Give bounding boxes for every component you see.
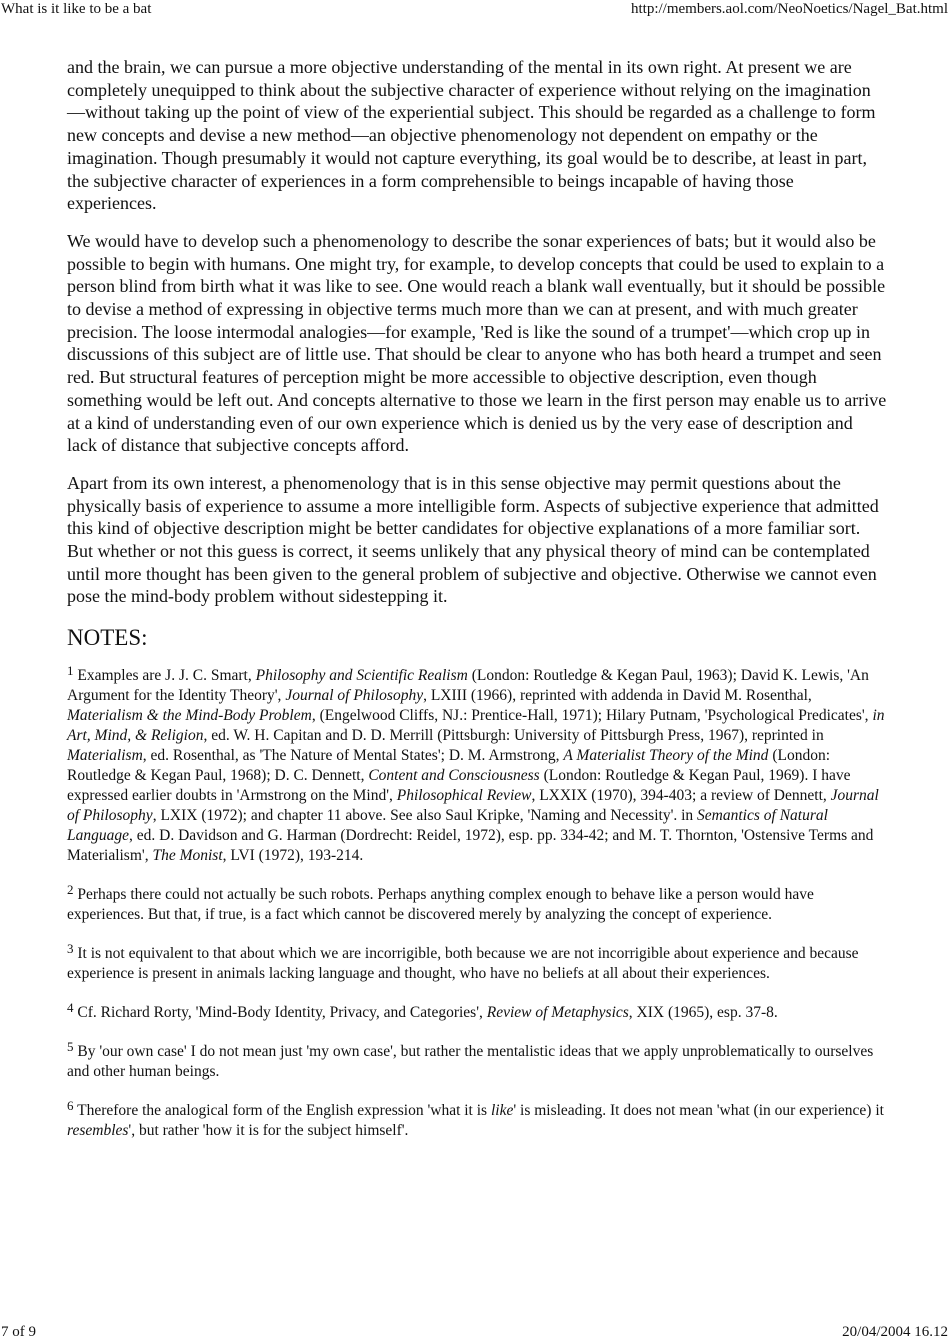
italic-title: Review of Metaphysics	[486, 1004, 629, 1022]
footnote-segment: Perhaps there could not actually be such robots. Perhaps anything complex enough to behave like a person would have experiences. But that, if true, is a fact which cannot be discovered merely by analyzing the concept of experience.	[67, 886, 814, 924]
italic-title: Semantics of Natural Language	[67, 807, 828, 845]
page-title: What is it like to be a bat	[1, 1, 152, 17]
footnote	[67, 1000, 887, 1023]
italic-title: Journal of Philosophy	[67, 787, 879, 825]
footnote	[67, 663, 887, 866]
notes-heading: NOTES:	[67, 625, 148, 651]
footnote-text	[67, 886, 814, 923]
italic-title: Journal of Philosophy	[285, 687, 424, 705]
body-paragraph: Apart from its own interest, a phenomenology that is in this sense objective may permit questions about the physically basis of experience to assume a more intelligible form. Aspects of subjective experience that admitted this kind of objective description might be better candidates for objective explanations of a more familiar sort. But whether or not this guess is correct, it seems unlikely that any physical theory of mind can be contemplated until more thought has been given to the general problem of subjective and objective. Otherwise we cannot even pose the mind-body problem without sidestepping it.	[67, 472, 879, 607]
notes-list	[67, 663, 887, 1141]
footnote-segment: , LXIII (1966), reprinted with addenda in David M. Rosenthal,	[423, 687, 812, 705]
footnote-segment: It is not equivalent to that about which we are incorrigible, both because we are not incorrigible about experience and because experience is present in animals lacking language and thought, who have no beliefs at all about their experiences.	[67, 945, 859, 983]
footnote-segment: , ed. Rosenthal, as 'The Nature of Mental States'; D. M. Armstrong,	[142, 747, 564, 765]
footnote-number: 1	[67, 663, 74, 679]
footnote-segment: , (Engelwood Cliffs, NJ.: Prentice-Hall, 1971); Hilary Putnam, 'Psychological Predicates',	[311, 707, 873, 725]
italic-title: Philosophical Review	[396, 787, 532, 805]
footnote-segment: Examples are J. J. C. Smart,	[77, 667, 256, 685]
italic-title: Materialism & the Mind-Body Problem	[67, 707, 312, 725]
footnote	[67, 882, 887, 925]
italic-title: Philosophy and Scientific Realism	[255, 667, 468, 685]
footnote-segment: (London: Routledge & Kegan Paul, 1968); D. C. Dennett,	[67, 747, 830, 785]
footnote-segment: , ed. D. Davidson and G. Harman (Dordrecht: Reidel, 1972), esp. pp. 334-42; and M. T. Thornton, 'Ostensive Terms and Materialism',	[67, 827, 874, 865]
page-count: 7 of 9	[1, 1324, 36, 1340]
footnote	[67, 1039, 887, 1082]
italic-title: Materialism	[67, 747, 143, 765]
footnote-number: 6	[67, 1098, 74, 1114]
italic-title: Content and Consciousness	[368, 767, 540, 785]
italic-title: resembles	[67, 1122, 129, 1140]
footnote	[67, 941, 887, 984]
footnote-number: 4	[67, 1000, 74, 1016]
print-datetime: 20/04/2004 16.12	[842, 1324, 948, 1340]
footnote-text	[67, 1043, 873, 1080]
body-paragraph: We would have to develop such a phenomenology to describe the sonar experiences of bats; but it would also be possible to begin with humans. One might try, for example, to develop concepts that could be used to explain to a person blind from birth what it was like to see. One would reach a blank wall eventually, but it should be possible to devise a method of expressing in objective terms much more than we can at present, and with much greater precision. The loose intermodal analogies—for example, 'Red is like the sound of a trumpet'—which crop up in discussions of this subject are of little use. That should be clear to anyone who has both heard a trumpet and seen red. But structural features of perception might be more accessible to objective description, even though something would be left out. And concepts alternative to those we learn in the first person may enable us to arrive at a kind of understanding even of our own experience which is denied us by the very ease of description and lack of distance that subjective concepts afford.	[67, 230, 887, 456]
footnote-segment: , ed. W. H. Capitan and D. D. Merrill (Pittsburgh: University of Pittsburgh Press, 1967), reprinted in	[203, 727, 824, 745]
footnote-segment: , XIX (1965), esp. 37-8.	[628, 1004, 778, 1022]
footnote-segment: , LXIX (1972); and chapter 11 above. See also Saul Kripke, 'Naming and Necessity'. in	[152, 807, 698, 825]
footnote-text	[67, 1102, 884, 1139]
footnote	[67, 1098, 887, 1141]
footnote-text	[67, 667, 885, 864]
footnote-segment: , LVI (1972), 193-214.	[222, 847, 364, 865]
italic-title: The Monist	[152, 847, 223, 865]
print-header	[0, 0, 950, 20]
footnote-segment: ' is misleading. It does not mean 'what (in our experience) it	[513, 1102, 884, 1120]
footnote-segment: Therefore the analogical form of the English expression 'what it is	[77, 1102, 491, 1120]
footnote-segment: ', but rather 'how it is for the subject himself'.	[128, 1122, 409, 1140]
footnote-segment: (London: Routledge & Kegan Paul, 1963); David K. Lewis, 'An Argument for the Identity Theory',	[67, 667, 869, 705]
footnote-segment: (London: Routledge & Kegan Paul, 1969). I have expressed earlier doubts in 'Armstrong on the Mind',	[67, 767, 851, 805]
footnote-number: 2	[67, 882, 74, 898]
footnote-text	[67, 945, 859, 982]
footnote-segment: , LXXIX (1970), 394-403; a review of Dennett,	[531, 787, 831, 805]
body-paragraph: and the brain, we can pursue a more objective understanding of the mental in its own right. At present we are completely unequipped to think about the subjective character of experience without relying on the imagination—without taking up the point of view of the experiential subject. This should be regarded as a challenge to form new concepts and devise a new method—an objective phenomenology not dependent on empathy or the imagination. Though presumably it would not capture everything, its goal would be to describe, at least in part, the subjective character of experiences in a form comprehensible to beings incapable of having those experiences.	[67, 57, 876, 214]
footnote-segment: Cf. Richard Rorty, 'Mind-Body Identity, Privacy, and Categories',	[77, 1004, 487, 1022]
article-content	[67, 56, 887, 1160]
print-footer	[0, 1323, 950, 1343]
italic-title: like	[490, 1102, 514, 1120]
footnote-text	[77, 1004, 777, 1021]
footnote-number: 5	[67, 1039, 74, 1055]
page-url: http://members.aol.com/NeoNoetics/Nagel_Bat.html	[630, 1, 948, 17]
footnote-segment: By 'our own case' I do not mean just 'my own case', but rather the mentalistic ideas that we apply unproblematically to ourselves and other human beings.	[67, 1043, 874, 1081]
italic-title: A Materialist Theory of the Mind	[563, 747, 769, 765]
footnote-number: 3	[67, 941, 74, 957]
italic-title: in Art, Mind, & Religion	[67, 707, 885, 745]
